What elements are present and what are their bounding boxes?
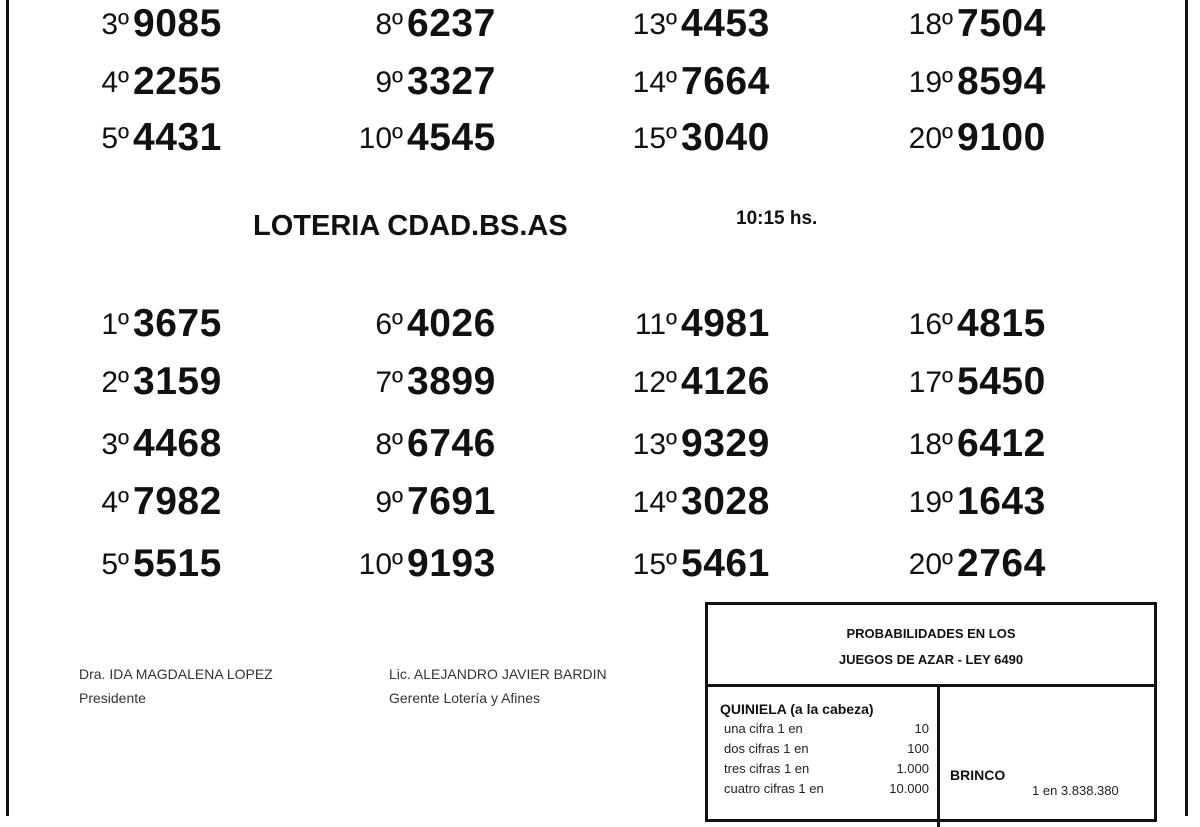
result-cell [833, 110, 1073, 166]
result-cell [283, 0, 523, 52]
drawn-number: 1643 [957, 480, 1046, 523]
drawn-number: 3159 [133, 360, 222, 403]
drawn-number: 4545 [407, 116, 496, 159]
odds-line [720, 719, 929, 739]
drawn-number: 3040 [681, 116, 770, 159]
draw-time: 10:15 hs. [736, 208, 818, 229]
odds-line [720, 739, 929, 759]
result-row [9, 536, 1191, 592]
odds-value: 100 [907, 741, 929, 756]
brinco-odds [940, 687, 1154, 827]
odds-value: 10 [914, 721, 929, 736]
president-role: Presidente [79, 690, 146, 706]
position-label: 15º [632, 548, 677, 581]
position-label: 13º [632, 8, 677, 41]
position-label: 19º [908, 486, 953, 519]
position-label: 18º [908, 8, 953, 41]
drawn-number: 2255 [133, 60, 222, 103]
results-sheet [6, 0, 1188, 816]
result-cell [9, 0, 249, 52]
result-cell [283, 296, 523, 352]
result-cell [557, 110, 797, 166]
drawn-number: 2764 [957, 542, 1046, 585]
position-label: 8º [375, 8, 403, 41]
drawn-number: 3899 [407, 360, 496, 403]
result-row [9, 0, 1191, 52]
position-label: 19º [908, 66, 953, 99]
result-cell [9, 536, 249, 592]
result-cell [557, 416, 797, 472]
position-label: 20º [908, 548, 953, 581]
drawn-number: 6412 [957, 422, 1046, 465]
position-label: 11º [634, 308, 677, 341]
signature-manager [389, 662, 607, 710]
position-label: 2º [101, 366, 129, 399]
manager-name: Lic. ALEJANDRO JAVIER BARDIN [389, 666, 607, 682]
brinco-title: BRINCO [950, 767, 1006, 783]
position-label: 4º [101, 486, 129, 519]
result-cell [283, 354, 523, 410]
result-cell [833, 54, 1073, 110]
result-cell [557, 54, 797, 110]
drawn-number: 7691 [407, 480, 496, 523]
result-row [9, 474, 1191, 530]
position-label: 18º [908, 428, 953, 461]
drawn-number: 6237 [407, 2, 496, 45]
result-cell [557, 536, 797, 592]
position-label: 10º [358, 122, 403, 155]
odds-label: cuatro cifras 1 en [724, 781, 824, 796]
odds-label: tres cifras 1 en [724, 761, 810, 776]
result-cell [9, 474, 249, 530]
drawn-number: 3327 [407, 60, 496, 103]
position-label: 1º [101, 308, 129, 341]
position-label: 5º [101, 548, 129, 581]
position-label: 17º [908, 366, 953, 399]
result-row [9, 354, 1191, 410]
position-label: 3º [101, 428, 129, 461]
drawn-number: 9193 [407, 542, 496, 585]
result-row [9, 54, 1191, 110]
drawn-number: 4815 [957, 302, 1046, 345]
result-cell [9, 54, 249, 110]
signature-president [79, 662, 273, 710]
probabilities-box [705, 602, 1157, 822]
position-label: 15º [632, 122, 677, 155]
result-cell [833, 354, 1073, 410]
result-row [9, 110, 1191, 166]
manager-role: Gerente Lotería y Afines [389, 690, 540, 706]
position-label: 14º [632, 486, 677, 519]
drawn-number: 9085 [133, 2, 222, 45]
result-cell [283, 474, 523, 530]
result-cell [9, 296, 249, 352]
drawn-number: 7664 [681, 60, 770, 103]
result-cell [557, 0, 797, 52]
probabilities-title-line2: JUEGOS DE AZAR - LEY 6490 [838, 652, 1024, 667]
result-cell [557, 474, 797, 530]
position-label: 5º [101, 122, 129, 155]
drawn-number: 4453 [681, 2, 770, 45]
drawn-number: 5450 [957, 360, 1046, 403]
position-label: 13º [632, 428, 677, 461]
position-label: 10º [358, 548, 403, 581]
result-cell [833, 0, 1073, 52]
drawn-number: 6746 [407, 422, 496, 465]
probabilities-title-line1: PROBABILIDADES EN LOS [846, 626, 1016, 641]
drawn-number: 3028 [681, 480, 770, 523]
drawn-number: 4468 [133, 422, 222, 465]
drawn-number: 4026 [407, 302, 496, 345]
odds-label: dos cifras 1 en [724, 741, 809, 756]
drawn-number: 7504 [957, 2, 1046, 45]
drawn-number: 8594 [957, 60, 1046, 103]
odds-value: 10.000 [889, 781, 929, 796]
result-cell [9, 416, 249, 472]
odds-label: una cifra 1 en [724, 721, 803, 736]
president-name: Dra. IDA MAGDALENA LOPEZ [79, 666, 273, 682]
drawn-number: 5461 [681, 542, 770, 585]
position-label: 7º [375, 366, 403, 399]
result-cell [833, 416, 1073, 472]
drawn-number: 5515 [133, 542, 222, 585]
position-label: 20º [908, 122, 953, 155]
drawn-number: 4431 [133, 116, 222, 159]
drawn-number: 9100 [957, 116, 1046, 159]
result-cell [9, 354, 249, 410]
position-label: 8º [375, 428, 403, 461]
odds-line [720, 759, 929, 779]
position-label: 9º [375, 486, 403, 519]
result-row [9, 296, 1191, 352]
result-cell [833, 536, 1073, 592]
result-cell [283, 110, 523, 166]
position-label: 12º [632, 366, 677, 399]
position-label: 4º [101, 66, 129, 99]
odds-line [720, 779, 929, 799]
position-label: 14º [632, 66, 677, 99]
result-cell [833, 474, 1073, 530]
result-cell [283, 536, 523, 592]
position-label: 6º [375, 308, 403, 341]
drawn-number: 4126 [681, 360, 770, 403]
position-label: 16º [908, 308, 953, 341]
drawn-number: 3675 [133, 302, 222, 345]
result-cell [833, 296, 1073, 352]
result-cell [283, 416, 523, 472]
position-label: 3º [101, 8, 129, 41]
probabilities-header [708, 605, 1154, 687]
result-row [9, 416, 1191, 472]
result-cell [283, 54, 523, 110]
brinco-value: 1 en 3.838.380 [1032, 783, 1119, 798]
result-cell [557, 296, 797, 352]
result-cell [9, 110, 249, 166]
drawn-number: 9329 [681, 422, 770, 465]
quiniela-odds [708, 687, 940, 827]
quiniela-title: QUINIELA (a la cabeza) [720, 701, 874, 717]
result-cell [557, 354, 797, 410]
lottery-title: LOTERIA CDAD.BS.AS [253, 210, 568, 242]
drawn-number: 4981 [681, 302, 770, 345]
drawn-number: 7982 [133, 480, 222, 523]
position-label: 9º [375, 66, 403, 99]
odds-value: 1.000 [896, 761, 929, 776]
